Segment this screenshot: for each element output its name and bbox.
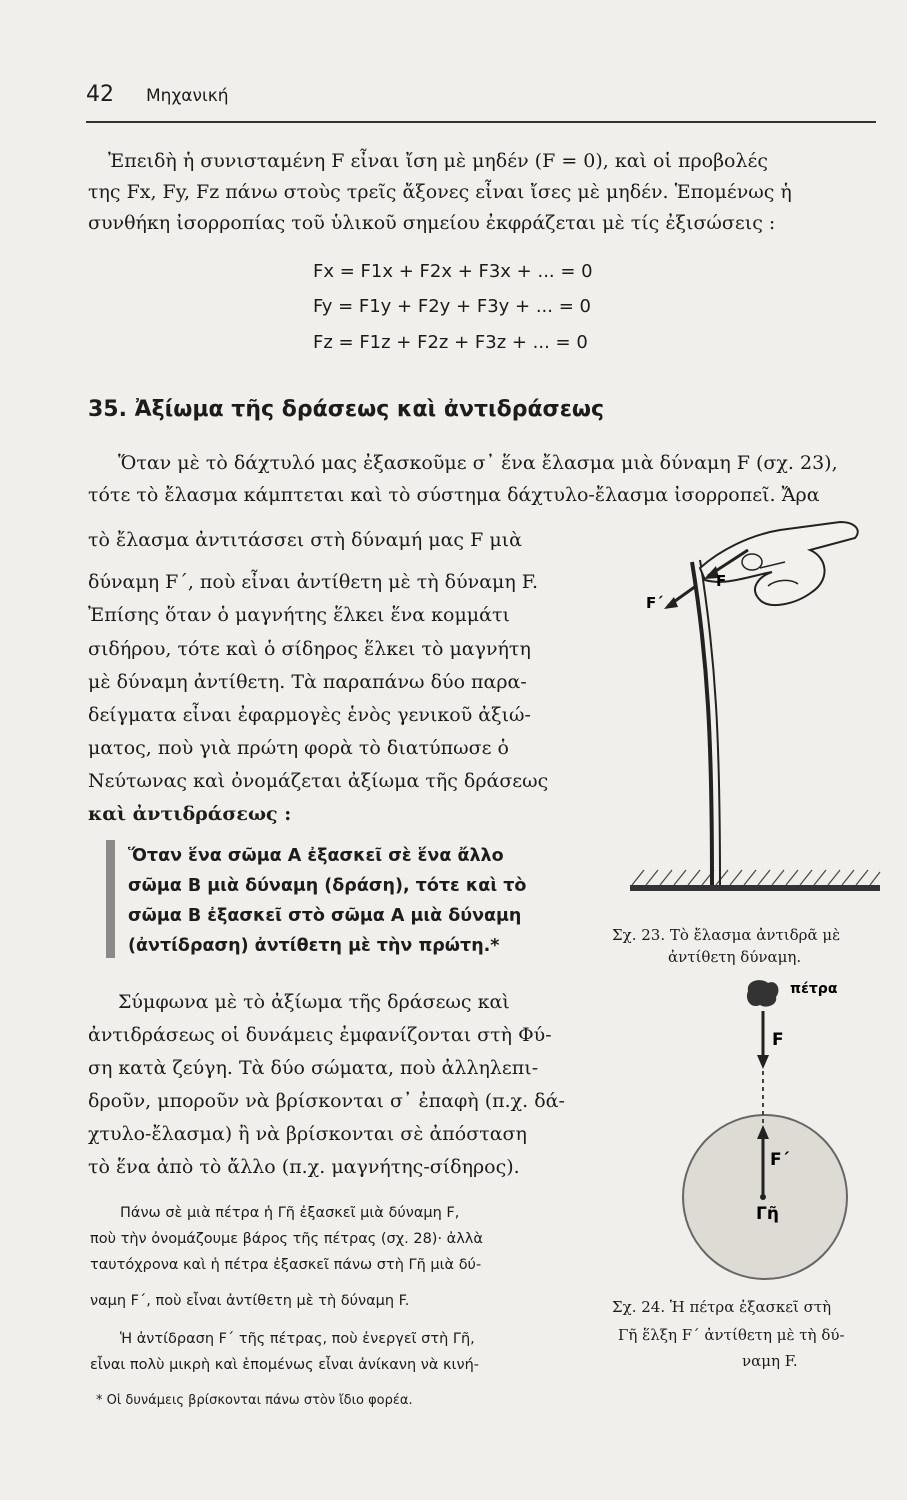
fig24-stone-label: πέτρα <box>790 981 838 997</box>
small-line-4: ναμη F΄, ποὺ εἶναι ἀντίθετη μὲ τὴ δύναμη F. <box>90 1293 410 1309</box>
law-line-2: σῶμα Β μιὰ δύναμη (δράση), τότε καὶ τὸ <box>128 876 527 896</box>
body-line-2: τότε τὸ ἔλασμα κάμπτεται καὶ τὸ σύστημα δάχτυλο-ἔλασμα ἰσορροπεῖ. Ἄρα <box>88 484 820 506</box>
equation-x: Fx = F1x + F2x + F3x + ... = 0 <box>313 261 593 282</box>
after-law-line-4: δροῦν, μποροῦν νὰ βρίσκονται σ᾽ ἐπαφὴ (π.χ. δά- <box>88 1090 565 1112</box>
footnote: * Οἱ δυνάμεις βρίσκονται πάνω στὸν ἴδιο φορέα. <box>96 1393 413 1408</box>
body-line-7: μὲ δύναμη ἀντίθετη. Τὰ παραπάνω δύο παρα- <box>88 671 527 693</box>
fig24-caption-line-2: Γῆ ἕλξη F΄ ἀντίθετη μὲ τὴ δύ- <box>618 1326 845 1344</box>
page-number: 42 <box>86 82 114 107</box>
law-line-4: (ἀντίδραση) ἀντίθετη μὲ τὴν πρώτη.* <box>128 936 500 956</box>
small-line-1: Πάνω σὲ μιὰ πέτρα ἡ Γῆ ἐξασκεῖ μιὰ δύναμη F, <box>120 1205 460 1221</box>
fig23-caption-line-2: ἀντίθετη δύναμη. <box>668 948 802 966</box>
body-line-11: καὶ ἀντιδράσεως : <box>88 803 292 825</box>
body-line-9: ματος, ποὺ γιὰ πρώτη φορὰ τὸ διατύπωσε ὁ <box>88 737 509 759</box>
small-line-6: εἶναι πολὺ μικρὴ καὶ ἑπομένως εἶναι ἀνίκανη νὰ κινή- <box>90 1357 479 1373</box>
small-line-3: ταυτόχρονα καὶ ἡ πέτρα ἐξασκεῖ πάνω στὴ Γῆ μιὰ δύ- <box>90 1257 482 1273</box>
intro-line-1: Ἐπειδὴ ἡ συνισταμένη F εἶναι ἴση μὲ μηδέν (F = 0), καὶ οἱ προβολές <box>108 150 769 172</box>
equation-y: Fy = F1y + F2y + F3y + ... = 0 <box>313 296 591 317</box>
fig23-label-fprime: F΄ <box>646 594 663 612</box>
section-heading: 35. Ἀξίωμα τῆς δράσεως καὶ ἀντιδράσεως <box>88 397 605 422</box>
intro-line-2: της Fx, Fy, Fz πάνω στοὺς τρεῖς ἄξονες εἶναι ἴσες μὲ μηδέν. Ἑπομένως ἡ <box>88 181 792 203</box>
body-line-6: σιδήρου, τότε καὶ ὁ σίδηρος ἕλκει τὸ μαγνήτη <box>88 638 531 660</box>
body-line-3: τὸ ἔλασμα ἀντιτάσσει στὴ δύναμή μας F μιὰ <box>88 529 522 551</box>
body-line-8: δείγματα εἶναι ἐφαρμογὲς ἑνὸς γενικοῦ ἀξιώ- <box>88 704 531 726</box>
fig24-caption-line-3: ναμη F. <box>742 1352 798 1370</box>
body-line-5: Ἐπίσης ὅταν ὁ μαγνήτης ἕλκει ἕνα κομμάτι <box>88 604 510 626</box>
equation-z: Fz = F1z + F2z + F3z + ... = 0 <box>313 332 588 353</box>
body-line-1: Ὅταν μὲ τὸ δάχτυλό μας ἐξασκοῦμε σ᾽ ἕνα ἔλασμα μιὰ δύναμη F (σχ. 23), <box>118 452 838 474</box>
small-line-5: Ἡ ἀντίδραση F΄ τῆς πέτρας, ποὺ ἐνεργεῖ στὴ Γῆ, <box>120 1331 475 1347</box>
after-law-line-2: ἀντιδράσεως οἱ δυνάμεις ἐμφανίζονται στὴ Φύ- <box>88 1024 552 1046</box>
law-line-1: Ὅταν ἕνα σῶμα Α ἐξασκεῖ σὲ ἕνα ἄλλο <box>128 846 504 866</box>
fig24-caption-line-1: Σχ. 24. Ἡ πέτρα ἐξασκεῖ στὴ <box>612 1298 832 1316</box>
body-line-10: Νεύτωνας καὶ ὀνομάζεται ἀξίωμα τῆς δράσεως <box>88 770 549 792</box>
header-rule <box>86 121 876 123</box>
law-line-3: σῶμα Β ἐξασκεῖ στὸ σῶμα Α μιὰ δύναμη <box>128 906 522 926</box>
figure-23-illustration <box>600 500 900 920</box>
after-law-line-3: ση κατὰ ζεύγη. Τὰ δύο σώματα, ποὺ ἀλληλεπι- <box>88 1057 539 1079</box>
intro-line-3: συνθήκη ἰσορροπίας τοῦ ὑλικοῦ σημείου ἐκφράζεται μὲ τίς ἐξισώσεις : <box>88 212 776 234</box>
figure-24-illustration <box>660 975 860 1295</box>
fig24-earth-label: Γῆ <box>756 1204 779 1224</box>
after-law-line-6: τὸ ἕνα ἀπὸ τὸ ἄλλο (π.χ. μαγνήτης-σίδηρος). <box>88 1156 520 1178</box>
small-line-2: ποὺ τὴν ὀνομάζουμε βάρος τῆς πέτρας (σχ. 28)· ἀλλὰ <box>90 1231 483 1247</box>
fig24-label-fprime: F΄ <box>770 1150 790 1170</box>
running-title: Μηχανική <box>146 86 229 106</box>
fig23-label-f: F <box>716 572 727 590</box>
fig24-label-f: F <box>772 1030 784 1050</box>
body-line-4: δύναμη F΄, ποὺ εἶναι ἀντίθετη μὲ τὴ δύναμη F. <box>88 571 539 593</box>
law-accent-bar <box>106 840 115 958</box>
after-law-line-1: Σύμφωνα μὲ τὸ ἀξίωμα τῆς δράσεως καὶ <box>118 991 510 1013</box>
fig23-caption-line-1: Σχ. 23. Τὸ ἔλασμα ἀντιδρᾶ μὲ <box>612 926 841 944</box>
after-law-line-5: χτυλο-ἔλασμα) ἢ νὰ βρίσκονται σὲ ἀπόσταση <box>88 1123 527 1145</box>
